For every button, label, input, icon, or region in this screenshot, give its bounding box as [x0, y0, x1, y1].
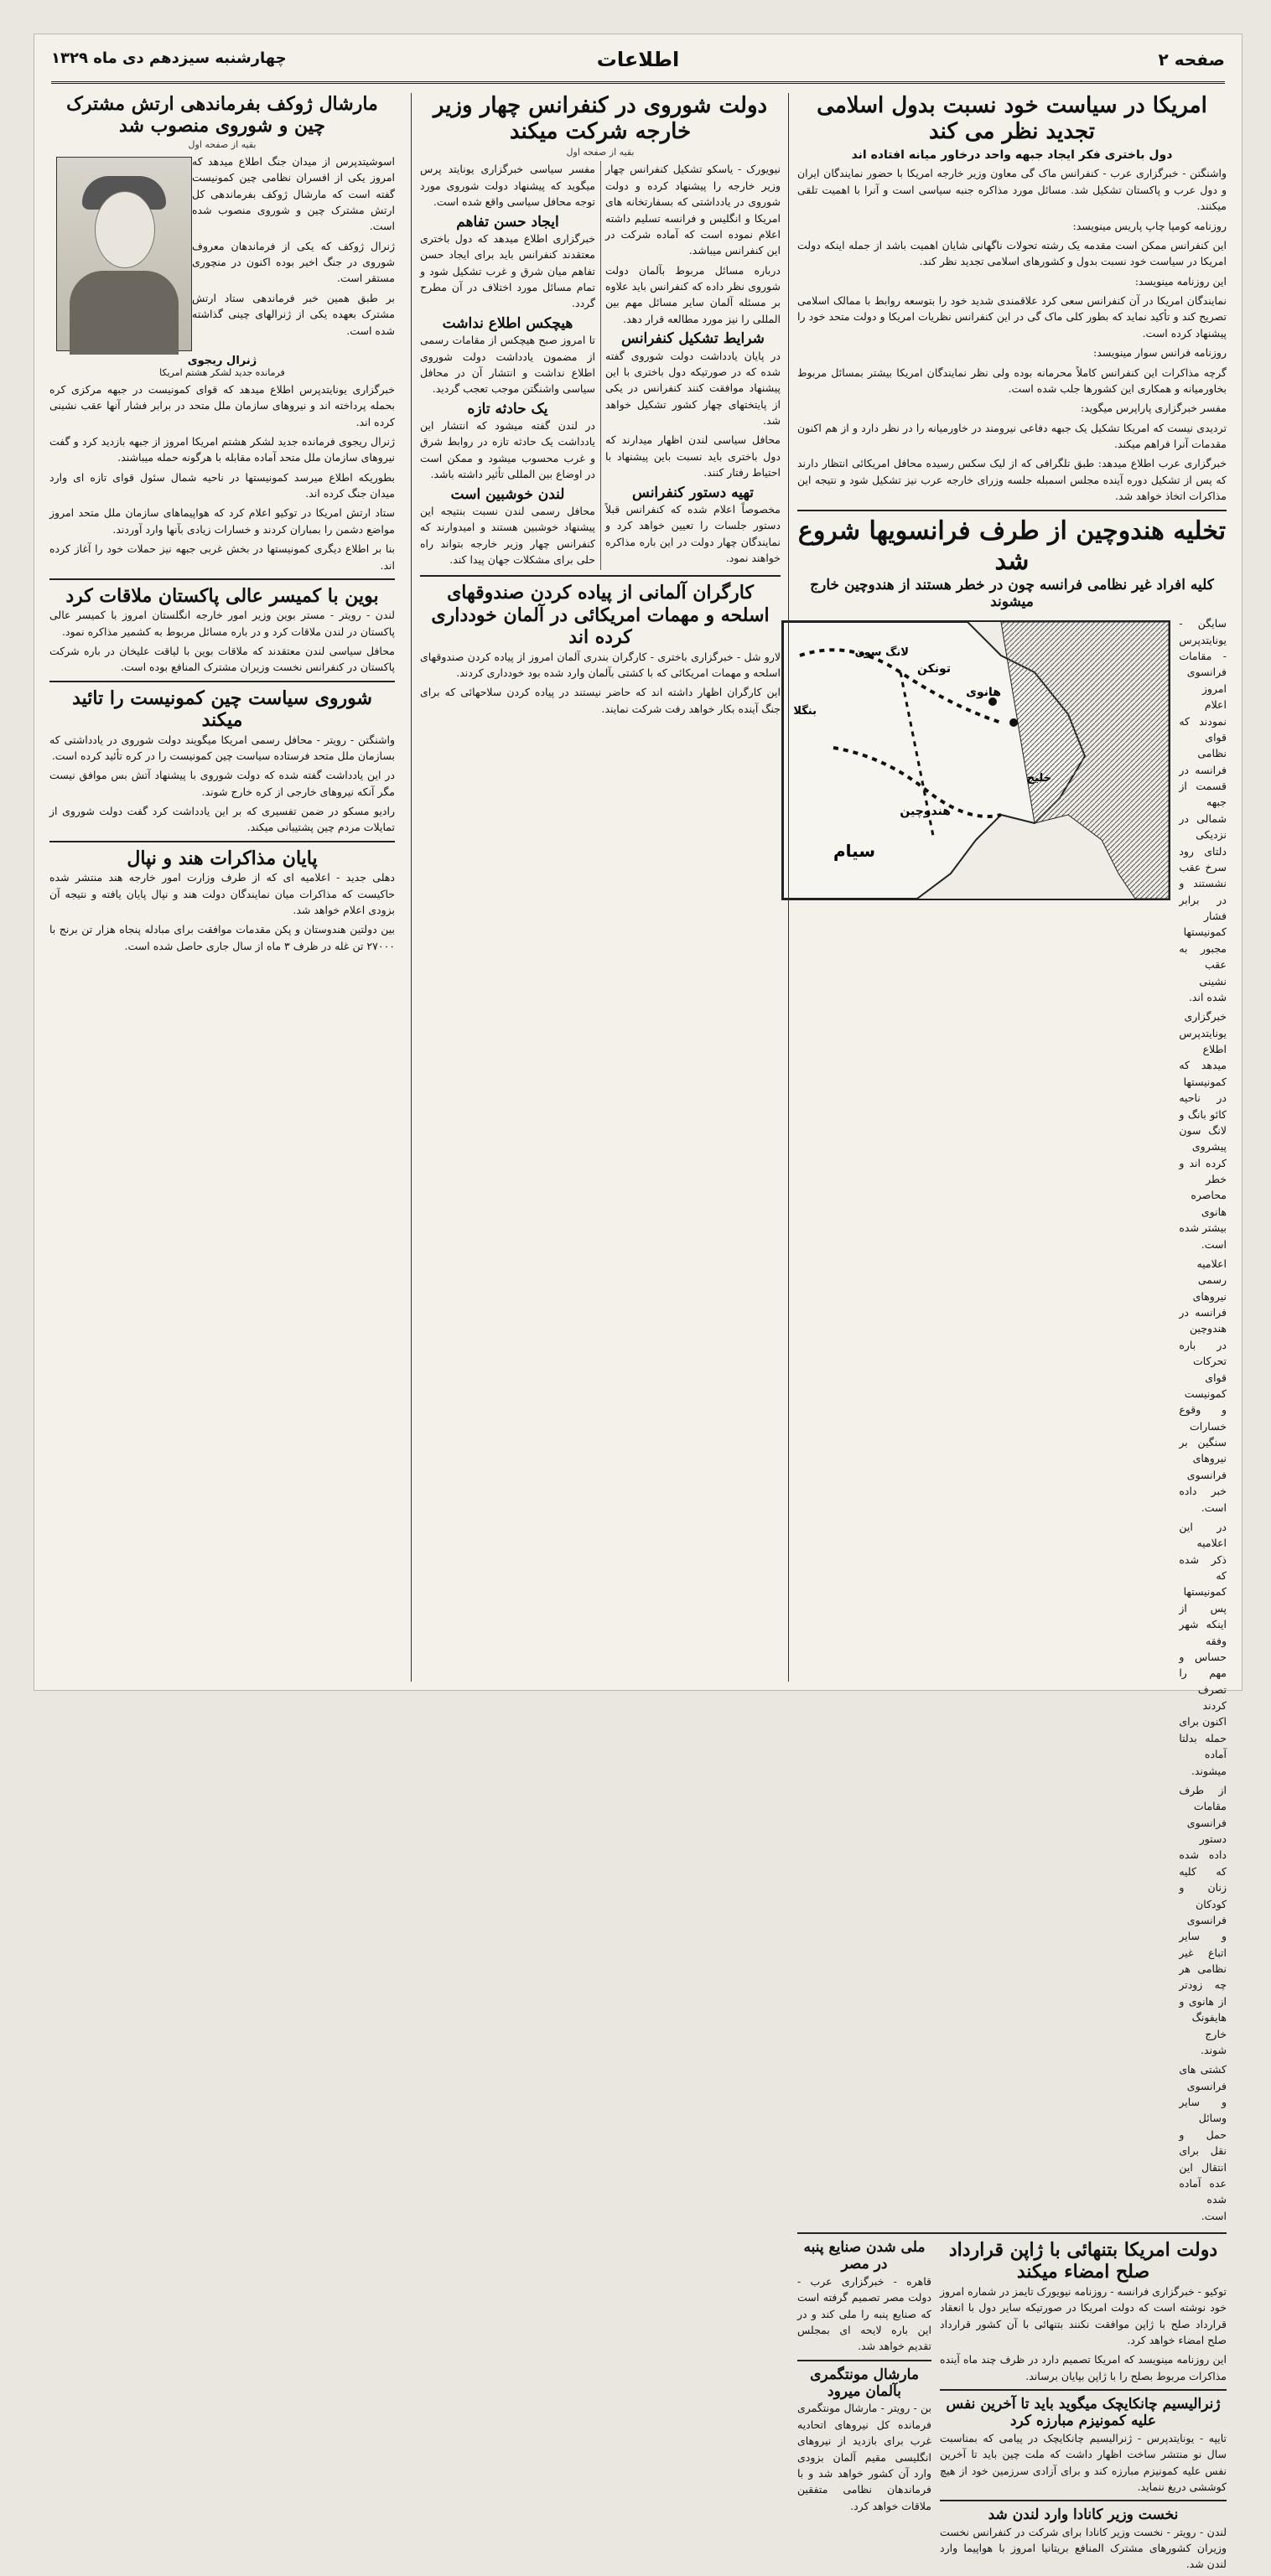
paragraph: مفسر سیاسی خبرگزاری یونایتد پرس میگوید که پیشنهاد دولت شوروی مورد توجه محافل سیاسی واقع شده است.: [420, 163, 595, 209]
divider: [420, 575, 781, 577]
paragraph: نمایندگان امریکا در آن کنفرانس سعی کرد علاقمندی شدید خود را بتوسعه روابط با ممالک اسلامی تصریح کند و تأکید نماید که بطور کلی ماک گی در این کنفرانس نظریات امریکا و دولت متحد خود را پیشنهاد کرده است.: [797, 294, 1227, 339]
continued-ref: بقیه از صفحه اول: [566, 147, 635, 158]
paragraph: مفسر خبرگزاری پاراپرس میگوید:: [1080, 402, 1227, 415]
paragraph: درباره مسائل مربوط بآلمان دولت شوروی نظر داده که کنفرانس باید علاوه بر مسئله آلمان سایر مسائل مهم بین المللی را نیز مورد مطالعه قرار دهد.: [605, 263, 781, 325]
paragraph: از طرف مقامات فرانسوی دستور داده شده که کلیه زنان و کودکان فرانسوی و سایر اتباع غیر نظامی هر چه زودتر از هانوی و هایفونگ خارج شوند.: [1179, 1783, 1227, 2056]
map-label: لانگ سون: [854, 646, 910, 660]
photo-subcaption: فرمانده جدید لشکر هشتم امریکا: [159, 366, 285, 378]
divider: [49, 578, 395, 580]
headline-soviet-china: شوروی سیاست چین کمونیست را تائید میکند: [72, 687, 372, 732]
paragraph: بنا بر اطلاع دیگری کمونیستها در بخش غربی جبهه نیز حملات خود را آغاز کرده اند.: [49, 542, 395, 572]
paragraph: مخصوصاً اعلام شده که کنفرانس قبلاً دستور جلسات را تعیین خواهد کرد و نمایندگان چهار دولت در این باره مذاکره خواهند نمود.: [605, 502, 781, 565]
headline-german-workers: کارگران آلمانی از پیاده کردن صندوقهای اسلحه و مهمات امریکائی در آلمان خودداری کرده اند: [431, 582, 770, 649]
paragraph: ژنرال ژوکف که یکی از فرماندهان معروف شوروی در جنگ اخیر بوده اکنون در منچوری مستقر است.: [192, 239, 395, 285]
paragraph: روزنامه کومپا چاپ پاریس مینویسد:: [1072, 219, 1227, 232]
headline-indochina: تخلیه هندوچین از طرف فرانسویها شروع شد: [797, 516, 1227, 576]
headline-four-ministers: دولت شوروی در کنفرانس چهار وزیر خارجه شرکت میکند: [433, 93, 768, 145]
headline-us-japan: دولت امریکا بتنهائی با ژاپن قرارداد صلح امضاء میکند: [948, 2239, 1218, 2283]
paragraph: اسوشیتدپرس از میدان جنگ اطلاع میدهد که امروز یکی از افسران نظامی چین کمونیست گفته است که مارشال ژوکف بفرماندهی کل ارتش مشترک چین و شوروی منصوب شده است.: [192, 154, 395, 233]
photo-face: [95, 191, 155, 268]
paragraph: ستاد ارتش امریکا در توکیو اعلام کرد که هواپیماهای سازمان ملل متحد امروز مواضع دشمن را بمباران کردند و خسارات زیادی بآنها وارد آوردند.: [49, 506, 395, 536]
paragraph: لندن - رویتر - نخست وزیر کانادا برای شرکت در کنفرانس نخست وزیران کشورهای مشترک المنافع بریتانیا امروز با هواپیما وارد لندن شد.: [940, 2525, 1227, 2571]
paragraph: ژنرال ریجوی فرمانده جدید لشکر هشتم امریکا امروز از جبهه بازدید کرد و گفت نیروهای سازمان ملل متحد آماده مقابله با هرگونه حمله میباشند.: [49, 434, 395, 464]
paragraph: دهلی جدید - اعلامیه ای که از طرف وزارت امور خارجه هند منتشر شده حاکیست که مذاکرات میان نمایندگان دولت هند و نپال پایان یافته و نتیجه آن بزودی اعلام خواهد شد.: [49, 871, 395, 916]
paragraph: واشنگتن - خبرگزاری عرب - کنفرانس ماک گی معاون وزیر خارجه امریکا با حضور نمایندگان ایران و دول عرب و پاکستان تشکیل شد. مسائل مورد مذاکره جنبه سیاسی است و آنرا با اهمیت تلقی میکنند.: [797, 167, 1227, 213]
paragraph: محافل سیاسی لندن اظهار میدارند که دول باختری باید نسبت باین پیشنهاد با احتیاط رفتار کنند.: [605, 433, 781, 479]
paragraph: این روزنامه مینویسد که امریکا تصمیم دارد در ظرف چند ماه آینده مذاکرات مربوط بصلح را با ژاپن بپایان برساند.: [940, 2353, 1227, 2382]
paragraph: توکیو - خبرگزاری فرانسه - روزنامه نیویورک تایمز در شماره امروز خود نوشته است که دولت امریکا در صورتیکه سایر دول با انعقاد قرارداد صلح با ژاپن موافقت نکنند بتنهائی با آن کشور قرارداد صلح امضاء خواهد کرد.: [940, 2284, 1227, 2346]
indochina-map: [781, 620, 1170, 900]
paragraph: واشنگتن - رویتر - محافل رسمی امریکا میگویند دولت شوروی در یادداشتی که بسازمان ملل متحد فرستاده سیاست چین کمونیست را در کره تأئید کرده است.: [49, 733, 395, 762]
headline-india-nepal: پایان مذاکرات هند و نپال: [127, 847, 318, 869]
photo-body: [70, 271, 179, 355]
date-line: چهارشنبه سیزدهم دی ماه ۱۳۲۹: [51, 49, 287, 67]
paragraph: در پایان یادداشت دولت شوروی گفته شده که در صورتیکه دول باختری با این پیشنهاد موافقت کنند کنفرانس در یکی از پایتختهای چهار کشور تشکیل خواهد شد.: [605, 349, 781, 428]
map-area: [781, 615, 1170, 2227]
paragraph: اعلامیه رسمی نیروهای فرانسه در هندوچین در باره تحرکات قوای کمونیست و وقوع خسارات سنگین بر نیروهای فرانسوی خبر داده است.: [1179, 1257, 1227, 1514]
map-label: هانوی: [966, 686, 1002, 700]
divider: [797, 2232, 1227, 2234]
paragraph: بین دولتین هندوستان و پکن مقدمات موافقت برای مبادله پنجاه هزار تن برنج با ۲۷۰۰۰ تن غله در ظرف ۳ ماه از سال جاری حاصل شده است.: [49, 923, 395, 952]
paragraph: بطوریکه اطلاع میرسد کمونیستها در ناحیه شمال سئول قوای تازه ای وارد میدان جنگ کرده اند.: [49, 470, 395, 500]
map-label: تونکن: [917, 662, 952, 676]
headline-egypt: ملی شدن صنایع پنبه در مصر: [803, 2239, 926, 2273]
paragraph: در این یادداشت گفته شده که دولت شوروی با پیشنهاد آتش بس موافق نیست مگر آنکه نیروهای خارجی از کره خارج شوند.: [49, 769, 395, 798]
column-middle: [420, 93, 781, 1682]
paragraph: لندن - رویتر - مستر بوین وزیر امور خارجه انگلستان امروز با کمیسر عالی پاکستان در لندن ملاقات کرد و در باره مسائل مربوط به کشمیر مذاکره نمود.: [49, 609, 395, 638]
paragraph: خبرگزاری اطلاع میدهد که دول باختری معتقدند کنفرانس باید برای ایجاد حسن تفاهم میان شرق و غرب تشکیل شود و تمام مسائل مورد اختلاف در آن مطرح گردد.: [420, 231, 595, 310]
subhead: یک حادثه تازه: [467, 400, 548, 417]
paragraph: خبرگزاری یونایتدپرس اطلاع میدهد که قوای کمونیست در جبهه مرکزی کره بحمله پرداخته اند و نیروهای سازمان ملل متحد در برابر فشار آنها عقب نشینی کرده اند.: [49, 382, 395, 428]
paragraph: خبرگزاری عرب اطلاع میدهد: طبق تلگرافی که از لیک سکس رسیده محافل امریکائی انتظار دارند که پس از تشکیل دوره آینده مجلس اسمبله جلسه وزرای خارجه عرب نیز تشکیل شود و نتیجه این مذاکرات اتخاذ خواهد شد.: [797, 457, 1227, 503]
bottom-right-block: [797, 2239, 1227, 2576]
headline-montgomery: مارشال مونتگمری بآلمان میرود: [810, 2366, 919, 2401]
portrait-photo: [56, 157, 192, 351]
paragraph: گرچه مذاکرات این کنفرانس کاملاً محرمانه بوده ولی نظر نمایندگان امریکا بیشتر بمسائل مربوط بخاورمیانه و همکاری این کشورها جلب شده است.: [797, 365, 1227, 395]
divider: [49, 681, 395, 682]
paragraph: محافل رسمی لندن نسبت بنتیجه این پیشنهاد خوشبین هستند و امیدوارند که کنفرانس چهار وزیر خارجه بتواند راه حلی برای مشکلات جهان پیدا کند.: [420, 504, 595, 567]
paragraph: سایگن - یونایتدپرس - مقامات فرانسوی امروز اعلام نمودند که قوای نظامی فرانسه در قسمت از جبهه شمالی در نزدیکی دلتای رود سرخ عقب نشستند و در برابر فشار کمونیستها مجبور به عقب نشینی شده اند.: [1179, 617, 1227, 1003]
subhead-us-islamic: دول باختری فکر ایجاد جبهه واحد درخاور میانه افتاده اند: [851, 148, 1173, 163]
paragraph: در لندن گفته میشود که انتشار این یادداشت یک حادثه تازه در روابط شرق و غرب محسوب میشود و ممکن است در اوضاع بین المللی تأثیر داشته باشد.: [420, 419, 595, 481]
paragraph: این کنفرانس ممکن است مقدمه یک رشته تحولات ناگهانی شایان اهمیت باشد از جمله اینکه دولت امریکا در سیاست خود نسبت بدول و کشورهای اسلامی تجدید نظر کند.: [797, 238, 1227, 268]
photo-caption: ژنرال ریجوی: [187, 354, 257, 367]
subhead: هیچکس اطلاع نداشت: [442, 314, 573, 332]
divider: [49, 841, 395, 842]
paragraph: در این اعلامیه ذکر شده که کمونیستها پس از اینکه شهر وفقه حساس و مهم را تصرف کردند اکنون برای حمله بدلتا آماده میشوند.: [1179, 1520, 1227, 1777]
subhead-indochina: کلیه افراد غیر نظامی فرانسه چون در خطر هستند از هندوچین خارج میشوند: [810, 576, 1214, 610]
map-label: خلیج: [1026, 772, 1052, 785]
newspaper-page: [34, 34, 1242, 2571]
column-right: [793, 93, 1227, 2571]
paragraph: رادیو مسکو در ضمن تفسیری که بر این یادداشت کرد گفت دولت شوروی از تمایلات مردم چین پشتیبانی میکند.: [49, 805, 395, 834]
city-marker: [1009, 718, 1018, 727]
paragraph: محافل سیاسی لندن معتقدند که ملاقات بوین با لیاقت علیخان در باره شرکت پاکستان در کنفرانس نخست وزیران مشترک المنافع بوده است.: [49, 645, 395, 674]
paragraph: تایپه - یونایتدپرس - ژنرالیسیم چانکایچک در پیامی که بمناسبت سال نو منتشر ساخت اظهار داشت که ملت چین باید تا آخرین نفس علیه کمونیزم مبارزه کند و برای آزادی سرزمین خود از هیچ کوششی دریغ ننماید.: [940, 2431, 1227, 2493]
paragraph: خبرگزاری یونایتدپرس اطلاع میدهد که کمونیستها در ناحیه کائو بانگ و لانگ سون پیشروی کرده اند و خطر محاصره هانوی بیشتر شده است.: [1179, 1010, 1227, 1251]
subhead: ایجاد حسن تفاهم: [456, 213, 559, 231]
article-zhukov: [49, 153, 395, 573]
indochina-block: [793, 615, 1227, 2227]
column-rule: [411, 93, 412, 1682]
paragraph: بن - رویتر - مارشال مونتگمری فرمانده کل نیروهای اتحادیه غرب برای بازدید از نیروهای انگلیسی مقیم آلمان بزودی وارد آن کشور خواهد شد و با فرماندهان نظامی متفقین ملاقات خواهد کرد.: [797, 2402, 931, 2512]
map-label: بنگلا: [793, 705, 817, 718]
divider: [940, 2500, 1227, 2501]
map-label: هندوچین: [900, 805, 952, 819]
paragraph: روزنامه فرانس سوار مینویسد:: [1092, 346, 1227, 360]
divider: [797, 510, 1227, 511]
headline-canada: نخست وزیر کانادا وارد لندن شد: [988, 2506, 1179, 2524]
paragraph: این کارگران اظهار داشته اند که حاضر نیستند در پیاده کردن سلاحهائی که برای جنگ آینده بکار خواهد رفت شرکت نمایند.: [420, 686, 781, 715]
column-rule: [788, 93, 789, 1682]
divider: [797, 2360, 931, 2361]
continued-ref: بقیه از صفحه اول: [188, 138, 257, 150]
bottom-right-main: [940, 2239, 1227, 2576]
paper-name: اطلاعات: [596, 48, 680, 71]
map-label: سیام: [833, 841, 876, 862]
article-us-islamic: [797, 165, 1227, 504]
paragraph: قاهره - خبرگزاری عرب - دولت مصر تصمیم گرفته است که صنایع پنبه را ملی کند و در این باره لایحه ای بمجلس تقدیم خواهد شد.: [797, 2274, 931, 2353]
headline-bevin: بوین با کمیسر عالی پاکستان ملاقات کرد: [65, 584, 379, 607]
article-indochina: [1179, 615, 1227, 2227]
subhead: لندن خوشبین است: [450, 485, 565, 503]
page-label: صفحه ۲: [1158, 49, 1225, 70]
article-four-ministers: [420, 161, 781, 570]
subhead: تهیه دستور کنفرانس: [632, 484, 754, 501]
masthead: [51, 43, 1225, 84]
column-left: [49, 93, 395, 1682]
headline-chiang: ژنرالیسیم چانکایچک میگوید باید تا آخرین نفس علیه کمونیزم مبارزه کرد: [946, 2396, 1221, 2430]
headline-us-islamic: امریکا در سیاست خود نسبت بدول اسلامی تجدید نظر می کند: [817, 93, 1207, 145]
headline-zhukov: مارشال ژوکف بفرماندهی ارتش مشترک چین و شوروی منصوب شد: [66, 93, 378, 137]
paragraph: لارو شل - خبرگزاری باختری - کارگران بندری آلمان امروز از پیاده کردن صندوقهای اسلحه و مهمات امریکائی که با کشتی بآلمان وارد شده بود خودداری کردند.: [420, 650, 781, 679]
paragraph: این روزنامه مینویسد:: [1134, 274, 1227, 288]
paragraph: کشتی های فرانسوی و سایر وسائل حمل و نقل برای انتقال این عده آماده شده است.: [1179, 2063, 1227, 2222]
paragraph: تا امروز صبح هیچکس از مقامات رسمی از مضمون یادداشت دولت شوروی اطلاع نداشت و انتشار آن در محافل سیاسی واشنگتن موجب تعجب گردید.: [420, 334, 595, 396]
paragraph: نیویورک - یاسکو تشکیل کنفرانس چهار وزیر خارجه را پیشنهاد کرده و دولت شوروی در یادداشتی که بسفارتخانه های امریکا و انگلیس و فرانسه تسلیم داشته اعلام نموده است که آماده شرکت در این کنفرانس میباشد.: [605, 163, 781, 257]
paragraph: بر طبق همین خبر فرماندهی ستاد ارتش مشترک بعهده یکی از ژنرالهای چینی گذاشته شده است.: [192, 291, 395, 337]
bottom-right-side: [797, 2239, 931, 2576]
subhead: شرایط تشکیل کنفرانس: [621, 330, 765, 348]
paragraph: تردیدی نیست که امریکا تشکیل یک جبهه دفاعی نیرومند در خاورمیانه را در نظر دارد و از هم اکنون مقدمات آنرا فراهم میکند.: [797, 421, 1227, 450]
divider: [940, 2389, 1227, 2391]
